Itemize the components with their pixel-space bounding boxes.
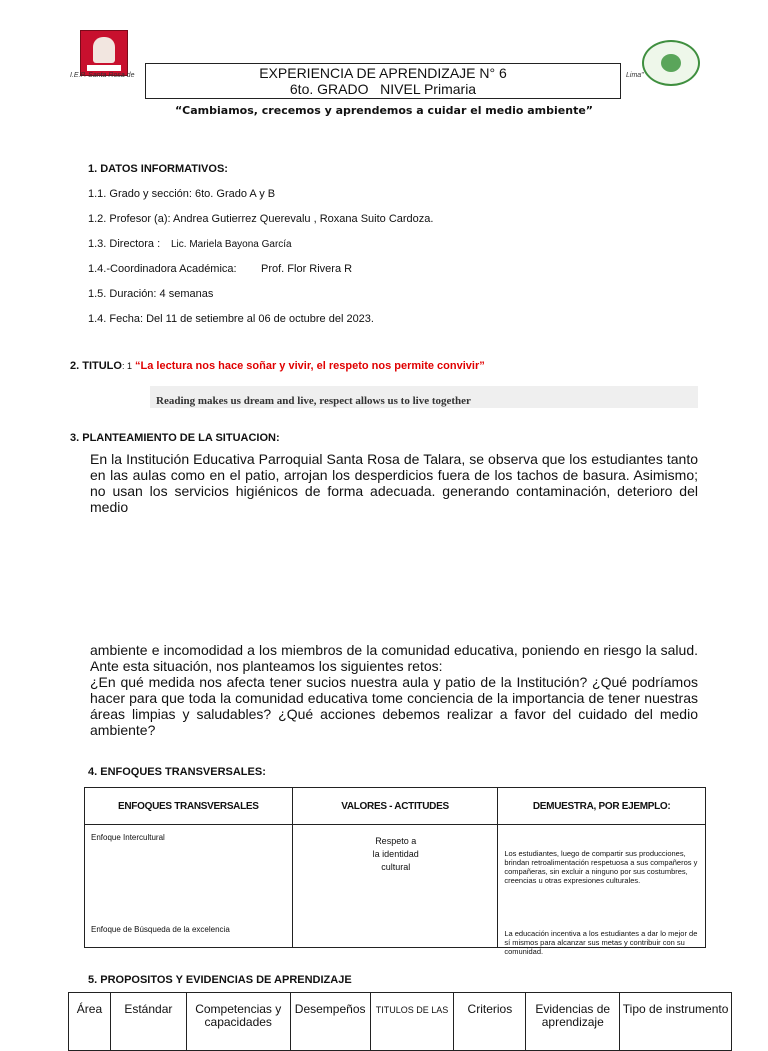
col-competencias: Competencias y capacidades <box>186 993 290 1051</box>
table-header-row <box>85 788 706 825</box>
col-valores: VALORES - ACTITUDES <box>292 788 498 825</box>
enfoques-cell <box>85 825 293 948</box>
valor-respeto: Respeto a la identidad cultural <box>372 836 419 872</box>
grade-level: 6to. GRADO NIVEL Primaria <box>289 81 477 97</box>
school-logo-left <box>80 30 128 76</box>
table-row <box>85 825 706 948</box>
ejemplo-intercultural: Los estudiantes, luego de compartir sus producciones, brindan retroalimentación respetuosa a sus compañeros y compañeras, sin excluir a ninguno por sus costumbres, creencias u otras expresiones culturales. <box>504 849 698 885</box>
propositos-table <box>68 992 732 1051</box>
logo-core <box>661 54 681 72</box>
col-area: Área <box>69 993 111 1051</box>
logo-band <box>87 65 121 71</box>
col-instrumento: Tipo de instrumento <box>620 993 732 1051</box>
title-english: Reading makes us dream and live, respect allows us to live together <box>156 395 471 407</box>
info-coordinator-label: 1.4.-Coordinadora Académica: <box>88 263 237 275</box>
col-desempenos: Desempeños <box>290 993 370 1051</box>
section2-heading: 2. TITULO <box>70 360 122 372</box>
title-box <box>145 63 621 99</box>
slogan: “Cambiamos, crecemos y aprendemos a cuidar el medio ambiente” <box>174 104 594 117</box>
city-label: Lima" <box>626 72 644 79</box>
ejemplos-cell <box>498 825 706 956</box>
col-ejemplo: DEMUESTRA, POR EJEMPLO: <box>498 788 706 825</box>
parish-logo-right <box>642 40 700 86</box>
col-titulos: TITULOS DE LAS <box>370 993 454 1051</box>
enfoques-table <box>84 787 706 956</box>
col-enfoques: ENFOQUES TRANSVERSALES <box>85 788 293 825</box>
logo-figure <box>93 37 115 63</box>
section2-row <box>70 360 485 372</box>
situation-questions: ¿En qué medida nos afecta tener sucios nuestra aula y patio de la Institución? ¿Qué podríamos hacer para que toda la comunidad educativa tome conciencia de la importancia de tener nuestras áreas limpias y saludables? ¿Qué acciones debemos realizar a favor del cuidado del medio ambiente? <box>90 674 698 738</box>
section1-heading: 1. DATOS INFORMATIVOS: <box>88 163 228 175</box>
situation-paragraph-2: ambiente e incomodidad a los miembros de la comunidad educativa, poniendo en riesgo la salud. Ante esta situación, nos planteamos los siguientes retos: <box>90 642 698 674</box>
section5-heading: 5. PROPOSITOS Y EVIDENCIAS DE APRENDIZAJE <box>88 974 352 986</box>
enfoque-excelencia: Enfoque de Búsqueda de la excelencia <box>91 925 230 934</box>
experience-title: EXPERIENCIA DE APRENDIZAJE N° 6 <box>259 65 507 81</box>
title-spanish: “La lectura nos hace soñar y vivir, el respeto nos permite convivir” <box>135 360 485 372</box>
info-teacher: 1.2. Profesor (a): Andrea Gutierrez Querevalu , Roxana Suito Cardoza. <box>88 213 434 225</box>
info-duration: 1.5. Duración: 4 semanas <box>88 288 214 300</box>
school-name: I.E.P. Santa Rosa de <box>70 72 135 79</box>
info-grade: 1.1. Grado y sección: 6to. Grado A y B <box>88 188 276 200</box>
section2-sep: : 1 <box>121 361 132 371</box>
valores-cell <box>292 825 498 948</box>
info-director-label: 1.3. Directora : <box>88 238 161 250</box>
section4-heading: 4. ENFOQUES TRANSVERSALES: <box>88 766 266 778</box>
section3-heading: 3. PLANTEAMIENTO DE LA SITUACION: <box>70 432 280 444</box>
col-evidencias: Evidencias de aprendizaje <box>526 993 620 1051</box>
info-date: 1.4. Fecha: Del 11 de setiembre al 06 de octubre del 2023. <box>88 313 374 325</box>
ejemplo-excelencia: La educación incentiva a los estudiantes a dar lo mejor de sí mismos para alcanzar sus metas y contribuir con su comunidad. <box>504 929 698 956</box>
enfoque-intercultural: Enfoque Intercultural <box>91 833 165 842</box>
info-coordinator-name: Prof. Flor Rivera R <box>261 263 353 275</box>
situation-paragraph-1: En la Institución Educativa Parroquial Santa Rosa de Talara, se observa que los estudiantes tanto en las aulas como en el patio, arrojan los desperdicios fuera de los tachos de basura. Asimismo; no usan los servicios higiénicos de forma adecuada. generando contaminación, deterioro del medio <box>90 451 698 515</box>
table-header-row <box>69 993 732 1051</box>
info-director-name: Lic. Mariela Bayona García <box>171 239 292 250</box>
title-english-bar <box>150 386 698 408</box>
col-criterios: Criterios <box>454 993 526 1051</box>
col-estandar: Estándar <box>110 993 186 1051</box>
